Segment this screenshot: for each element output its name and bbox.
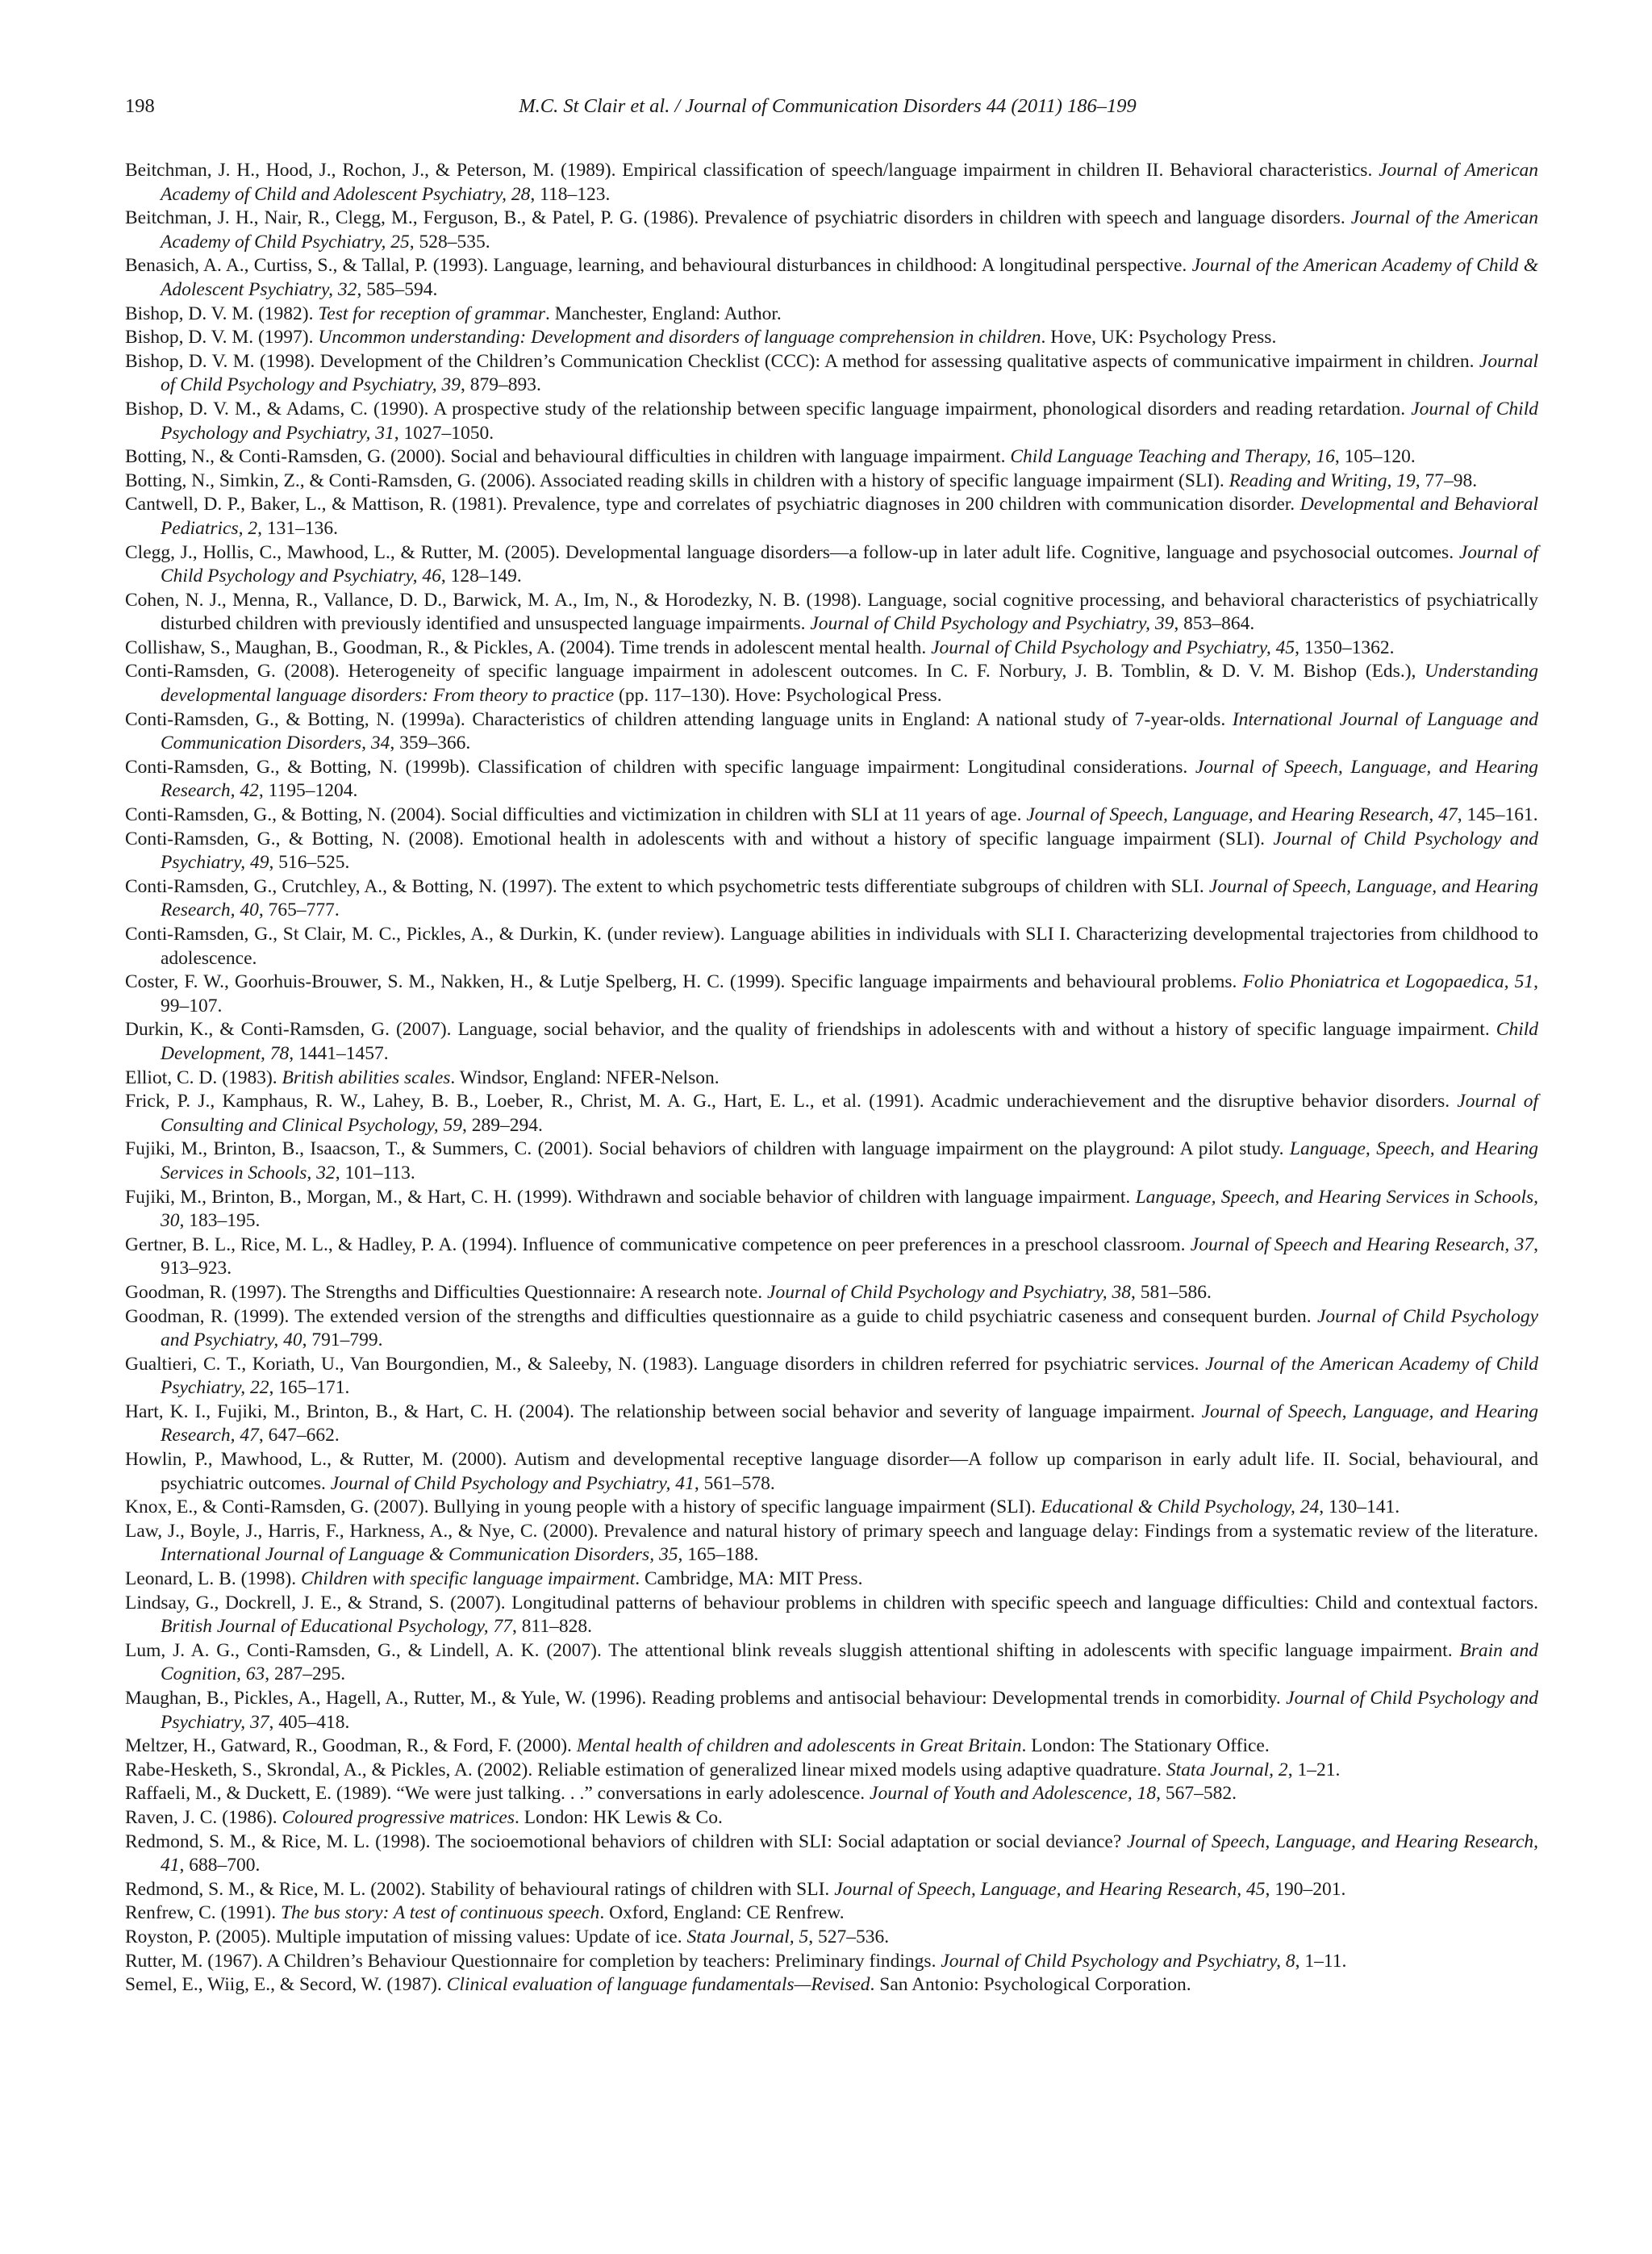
- reference-pages: , 528–535.: [409, 231, 490, 253]
- reference-source: Journal of Child Psychology and Psychiatry, 40: [161, 1305, 1539, 1351]
- reference-text: Elliot, C. D. (1983).: [125, 1066, 282, 1088]
- reference-entry: [125, 1281, 1538, 1305]
- reference-source: Journal of Child Psychology and Psychiatry, 49: [161, 828, 1539, 874]
- reference-pages: . London: HK Lewis & Co.: [515, 1806, 723, 1828]
- reference-entry: [125, 1496, 1538, 1520]
- reference-pages: , 1195–1204.: [258, 780, 358, 802]
- reference-entry: [125, 445, 1538, 470]
- reference-source: British Journal of Educational Psychology, 77: [161, 1616, 513, 1638]
- reference-pages: , 1–21.: [1287, 1759, 1341, 1780]
- reference-entry: [125, 350, 1538, 398]
- reference-entry: [125, 1520, 1538, 1567]
- reference-pages: . Oxford, England: CE Renfrew.: [599, 1902, 845, 1924]
- reference-text: Conti-Ramsden, G., & Botting, N. (1999a). Characteristics of children attending language units in England: A national study of 7-year-olds.: [125, 708, 1233, 730]
- reference-entry: [125, 1233, 1538, 1281]
- reference-text: Law, J., Boyle, J., Harris, F., Harkness, A., & Nye, C. (2000). Prevalence and natural history of primary speech and language delay: Findings from a systematic review of the literature.: [125, 1520, 1538, 1542]
- reference-source: Child Development, 78: [161, 1019, 1538, 1064]
- reference-source: Developmental and Behavioral Pediatrics, 2: [161, 494, 1538, 539]
- reference-entry: [125, 207, 1538, 254]
- reference-pages: , 1–11.: [1295, 1950, 1347, 1972]
- reference-entry: [125, 660, 1538, 708]
- reference-pages: , 99–107.: [161, 971, 1538, 1016]
- reference-entry: [125, 254, 1538, 302]
- reference-text: Goodman, R. (1999). The extended version of the strengths and difficulties questionnaire as a guide to child psychiatric caseness and consequent burden.: [125, 1305, 1317, 1327]
- reference-source: Journal of Child Psychology and Psychiatry, 8: [941, 1950, 1295, 1972]
- reference-source: Journal of Child Psychology and Psychiatry, 38: [767, 1281, 1132, 1303]
- reference-pages: , 165–171.: [269, 1377, 350, 1399]
- reference-text: Fujiki, M., Brinton, B., Isaacson, T., & Summers, C. (2001). Social behaviors of children with language impairment on the playground: A pilot study.: [125, 1138, 1290, 1160]
- reference-entry: [125, 1759, 1538, 1783]
- reference-source: The bus story: A test of continuous speech: [280, 1902, 600, 1924]
- reference-source: Folio Phoniatrica et Logopaedica, 51: [1242, 971, 1534, 993]
- reference-entry: [125, 1734, 1538, 1759]
- reference-entry: [125, 1687, 1538, 1734]
- reference-text: Rabe-Hesketh, S., Skrondal, A., & Pickles, A. (2002). Reliable estimation of generalized linear mixed models using adaptive quadrature.: [125, 1759, 1166, 1780]
- reference-text: Conti-Ramsden, G. (2008). Heterogeneity of specific language impairment in adolescent outcomes. In C. F. Norbury, J. B. Tomblin, & D. V. M. Bishop (Eds.),: [125, 661, 1425, 682]
- reference-pages: , 165–188.: [678, 1544, 759, 1566]
- reference-entry: [125, 1018, 1538, 1066]
- reference-entry: [125, 1305, 1538, 1353]
- reference-text: Coster, F. W., Goorhuis-Brouwer, S. M., Nakken, H., & Lutje Spelberg, H. C. (1999). Specific language impairments and behavioural problems.: [125, 971, 1243, 993]
- reference-pages: , 765–777.: [258, 900, 340, 921]
- reference-entry: [125, 804, 1538, 828]
- reference-entry: [125, 1353, 1538, 1400]
- reference-text: Bishop, D. V. M., & Adams, C. (1990). A prospective study of the relationship between specific language impairment, phonological disorders and reading retardation.: [125, 398, 1412, 419]
- reference-source: Journal of Child Psychology and Psychiatry, 39: [161, 350, 1538, 396]
- reference-pages: , 1027–1050.: [394, 422, 494, 444]
- reference-text: Raven, J. C. (1986).: [125, 1806, 282, 1828]
- reference-entry: [125, 970, 1538, 1018]
- reference-source: Journal of Youth and Adolescence, 18: [870, 1783, 1157, 1805]
- reference-text: Beitchman, J. H., Nair, R., Clegg, M., Ferguson, B., & Patel, P. G. (1986). Prevalence of psychiatric disorders in children with speech and language disorders.: [125, 207, 1351, 229]
- reference-source: Journal of the American Academy of Child & Adolescent Psychiatry, 32: [161, 255, 1538, 300]
- reference-entry: [125, 1066, 1538, 1091]
- reference-text: Clegg, J., Hollis, C., Mawhood, L., & Rutter, M. (2005). Developmental language disorders—a follow-up in later adult life. Cognitive, language and psychosocial outcomes.: [125, 541, 1459, 563]
- reference-source: Journal of American Academy of Child and Adolescent Psychiatry, 28: [161, 160, 1538, 205]
- reference-entry: [125, 1901, 1538, 1926]
- reference-pages: (pp. 117–130). Hove: Psychological Press.: [614, 685, 942, 707]
- reference-source: Understanding developmental language disorders: From theory to practice: [161, 661, 1538, 707]
- reference-source: Journal of Speech and Hearing Research, 37: [1190, 1233, 1534, 1255]
- reference-text: Lindsay, G., Dockrell, J. E., & Strand, S. (2007). Longitudinal patterns of behaviour problems in children with specific speech and language difficulties: Child and contextual factors.: [125, 1592, 1538, 1613]
- reference-source: Journal of Speech, Language, and Hearing Research, 42: [161, 756, 1538, 802]
- reference-entry: [125, 1639, 1538, 1687]
- reference-text: Raffaeli, M., & Duckett, E. (1989). “We were just talking. . .” conversations in early adolescence.: [125, 1783, 870, 1805]
- reference-text: Collishaw, S., Maughan, B., Goodman, R., & Pickles, A. (2004). Time trends in adolescent mental health.: [125, 637, 932, 658]
- reference-pages: , 405–418.: [269, 1711, 350, 1733]
- reference-text: Renfrew, C. (1991).: [125, 1902, 281, 1924]
- reference-entry: [125, 923, 1538, 970]
- reference-source: British abilities scales: [282, 1066, 451, 1088]
- reference-source: Test for reception of grammar: [318, 303, 545, 324]
- reference-pages: , 118–123.: [530, 183, 611, 205]
- reference-source: Language, Speech, and Hearing Services in Schools, 32: [161, 1138, 1539, 1183]
- reference-pages: , 190–201.: [1265, 1878, 1346, 1900]
- page-number: 198: [125, 95, 155, 117]
- reference-source: Journal of Child Psychology and Psychiatry, 46: [161, 541, 1538, 587]
- reference-pages: , 567–582.: [1156, 1783, 1237, 1805]
- reference-text: Cantwell, D. P., Baker, L., & Mattison, R. (1981). Prevalence, type and correlates of psychiatric diagnoses in 200 children with communication disorder.: [125, 494, 1300, 515]
- reference-pages: , 105–120.: [1334, 446, 1416, 468]
- reference-source: Journal of Speech, Language, and Hearing Research, 47: [1026, 804, 1458, 826]
- reference-entry: [125, 1973, 1538, 1997]
- reference-pages: , 145–161.: [1457, 804, 1538, 826]
- reference-pages: , 585–594.: [357, 278, 438, 300]
- reference-text: Leonard, L. B. (1998).: [125, 1568, 301, 1590]
- reference-pages: , 101–113.: [335, 1162, 415, 1183]
- reference-entry: [125, 1806, 1538, 1830]
- reference-source: Journal of Speech, Language, and Hearing Research, 41: [161, 1830, 1538, 1876]
- reference-text: Fujiki, M., Brinton, B., Morgan, M., & Hart, C. H. (1999). Withdrawn and sociable behavior of children with language impairment.: [125, 1186, 1136, 1208]
- reference-text: Bishop, D. V. M. (1982).: [125, 303, 319, 324]
- reference-text: Lum, J. A. G., Conti-Ramsden, G., & Lindell, A. K. (2007). The attentional blink reveals sluggish attentional shifting in adolescents with specific language impairment.: [125, 1639, 1460, 1661]
- reference-text: Semel, E., Wiig, E., & Secord, W. (1987).: [125, 1974, 447, 1996]
- reference-text: Royston, P. (2005). Multiple imputation of missing values: Update of ice.: [125, 1926, 687, 1947]
- reference-entry: [125, 1782, 1538, 1806]
- reference-pages: . Manchester, England: Author.: [544, 303, 782, 324]
- reference-text: Redmond, S. M., & Rice, M. L. (1998). The socioemotional behaviors of children with SLI: Social adaptation or social deviance?: [125, 1830, 1128, 1852]
- reference-text: Meltzer, H., Gatward, R., Goodman, R., & Ford, F. (2000).: [125, 1735, 577, 1757]
- reference-entry: [125, 1090, 1538, 1137]
- reference-source: Stata Journal, 5: [686, 1926, 809, 1947]
- reference-entry: [125, 1830, 1538, 1878]
- reference-pages: , 359–366.: [390, 733, 471, 754]
- reference-entry: [125, 1592, 1538, 1639]
- reference-pages: , 688–700.: [179, 1855, 261, 1876]
- reference-entry: [125, 326, 1538, 350]
- reference-entry: [125, 1137, 1538, 1185]
- reference-source: Journal of Consulting and Clinical Psychology, 59: [161, 1091, 1538, 1136]
- reference-pages: , 853–864.: [1174, 613, 1255, 635]
- reference-entry: [125, 875, 1538, 923]
- reference-entry: [125, 756, 1538, 804]
- reference-pages: . Cambridge, MA: MIT Press.: [635, 1568, 863, 1590]
- reference-text: Hart, K. I., Fujiki, M., Brinton, B., & Hart, C. H. (2004). The relationship between social behavior and severity of language impairment.: [125, 1400, 1202, 1422]
- reference-pages: , 77–98.: [1415, 470, 1478, 491]
- reference-entry: [125, 1878, 1538, 1902]
- reference-pages: , 128–149.: [440, 566, 522, 587]
- reference-text: Beitchman, J. H., Hood, J., Rochon, J., & Peterson, M. (1989). Empirical classification of speech/language impairment in children II. Behavioral characteristics.: [125, 160, 1379, 181]
- reference-entry: [125, 1400, 1538, 1448]
- page-header: [125, 95, 1530, 123]
- reference-pages: , 811–828.: [512, 1616, 593, 1638]
- reference-source: Journal of Speech, Language, and Hearing Research, 47: [161, 1400, 1538, 1446]
- reference-source: Journal of Child Psychology and Psychiatry, 45: [931, 637, 1295, 658]
- reference-text: Benasich, A. A., Curtiss, S., & Tallal, P. (1993). Language, learning, and behavioural disturbances in childhood: A longitudinal perspective.: [125, 255, 1192, 277]
- reference-source: Stata Journal, 2: [1166, 1759, 1288, 1780]
- reference-text: Conti-Ramsden, G., & Botting, N. (2004). Social difficulties and victimization in children with SLI at 11 years of age.: [125, 804, 1027, 826]
- reference-text: Gertner, B. L., Rice, M. L., & Hadley, P. A. (1994). Influence of communicative competence on peer preferences in a preschool classroom.: [125, 1233, 1191, 1255]
- reference-source: Mental health of children and adolescents in Great Britain: [576, 1735, 1022, 1757]
- reference-source: Educational & Child Psychology, 24: [1041, 1496, 1320, 1518]
- reference-text: Conti-Ramsden, G., & Botting, N. (2008). Emotional health in adolescents with and without a history of specific language impairment (SLI).: [125, 828, 1274, 849]
- reference-text: Maughan, B., Pickles, A., Hagell, A., Rutter, M., & Yule, W. (1996). Reading problems and antisocial behaviour: Developmental trends in comorbidity.: [125, 1688, 1287, 1709]
- reference-pages: , 561–578.: [694, 1472, 775, 1494]
- reference-pages: , 183–195.: [179, 1210, 261, 1232]
- reference-entry: [125, 470, 1538, 494]
- reference-source: Journal of the American Academy of Child Psychiatry, 22: [161, 1353, 1538, 1399]
- reference-source: Uncommon understanding: Development and disorders of language comprehension in children: [318, 327, 1041, 349]
- reference-entry: [125, 541, 1538, 589]
- reference-text: Conti-Ramsden, G., Crutchley, A., & Botting, N. (1997). The extent to which psychometric tests differentiate subgroups of children with SLI.: [125, 875, 1209, 897]
- reference-pages: . San Antonio: Psychological Corporation.: [870, 1974, 1191, 1996]
- reference-entry: [125, 159, 1538, 207]
- reference-pages: , 289–294.: [462, 1114, 543, 1136]
- reference-entry: [125, 589, 1538, 637]
- reference-source: Journal of the American Academy of Child Psychiatry, 25: [161, 207, 1538, 253]
- reference-text: Howlin, P., Mawhood, L., & Rutter, M. (2000). Autism and developmental receptive language disorder—A follow up comparison in early adult life. II. Social, behavioural, and psychiatric outcomes.: [125, 1449, 1538, 1494]
- reference-entry: [125, 398, 1538, 445]
- reference-text: Frick, P. J., Kamphaus, R. W., Lahey, B. B., Loeber, R., Christ, M. A. G., Hart, E. L., et al. (1991). Acadmic underachievement and the disruptive behavior disorders.: [125, 1091, 1458, 1112]
- reference-pages: , 1441–1457.: [289, 1042, 389, 1064]
- reference-pages: , 879–893.: [461, 374, 541, 396]
- reference-text: Gualtieri, C. T., Koriath, U., Van Bourgondien, M., & Saleeby, N. (1983). Language disorders in children referred for psychiatric services.: [125, 1353, 1206, 1375]
- reference-pages: . Hove, UK: Psychology Press.: [1041, 327, 1277, 349]
- reference-text: Conti-Ramsden, G., St Clair, M. C., Pickles, A., & Durkin, K. (under review). Language abilities in individuals with SLI I. Characterizing developmental trajectories from childhood to adolescence.: [125, 924, 1538, 969]
- reference-text: Redmond, S. M., & Rice, M. L. (2002). Stability of behavioural ratings of children with SLI.: [125, 1878, 835, 1900]
- reference-entry: [125, 1186, 1538, 1233]
- reference-entry: [125, 1567, 1538, 1592]
- reference-pages: . Windsor, England: NFER-Nelson.: [450, 1066, 720, 1088]
- reference-entry: [125, 708, 1538, 756]
- reference-text: Botting, N., & Conti-Ramsden, G. (2000). Social and behavioural difficulties in children with language impairment.: [125, 446, 1011, 468]
- running-head: M.C. St Clair et al. / Journal of Communication Disorders 44 (2011) 186–199: [519, 95, 1137, 117]
- reference-text: Conti-Ramsden, G., & Botting, N. (1999b). Classification of children with specific language impairment: Longitudinal considerations.: [125, 756, 1195, 778]
- reference-text: Knox, E., & Conti-Ramsden, G. (2007). Bullying in young people with a history of specific language impairment (SLI).: [125, 1496, 1041, 1518]
- reference-list: [125, 159, 1538, 1997]
- reference-source: International Journal of Language & Communication Disorders, 35: [161, 1544, 678, 1566]
- reference-source: Journal of Child Psychology and Psychiatry, 39: [810, 613, 1174, 635]
- reference-pages: , 1350–1362.: [1295, 637, 1395, 658]
- reference-pages: , 581–586.: [1131, 1281, 1212, 1303]
- reference-pages: , 527–536.: [808, 1926, 890, 1947]
- reference-pages: , 647–662.: [258, 1425, 340, 1446]
- reference-source: Journal of Child Psychology and Psychiatry, 41: [330, 1472, 695, 1494]
- reference-source: Reading and Writing, 19: [1229, 470, 1416, 491]
- reference-source: Brain and Cognition, 63: [161, 1639, 1539, 1685]
- reference-text: Rutter, M. (1967). A Children’s Behaviour Questionnaire for completion by teachers: Preliminary findings.: [125, 1950, 941, 1972]
- reference-pages: , 131–136.: [257, 517, 338, 539]
- reference-entry: [125, 493, 1538, 541]
- reference-pages: , 287–295.: [265, 1663, 346, 1685]
- reference-source: International Journal of Language and Communication Disorders, 34: [161, 708, 1538, 754]
- reference-text: Cohen, N. J., Menna, R., Vallance, D. D., Barwick, M. A., Im, N., & Horodezky, N. B. (1998). Language, social cognitive processing, and behavioral characteristics of psychiatrically disturbed children with previously identified and unsuspected language impairments.: [125, 589, 1538, 635]
- reference-pages: , 516–525.: [269, 852, 350, 874]
- reference-text: Bishop, D. V. M. (1998). Development of the Children’s Communication Checklist (CCC): A method for assessing qualitative aspects of communicative impairment in children.: [125, 350, 1479, 372]
- reference-source: Journal of Child Psychology and Psychiatry, 37: [161, 1688, 1538, 1733]
- reference-text: Durkin, K., & Conti-Ramsden, G. (2007). Language, social behavior, and the quality of friendships in adolescents with and without a history of specific language impairment.: [125, 1019, 1496, 1041]
- reference-source: Journal of Speech, Language, and Hearing Research, 45: [834, 1878, 1266, 1900]
- reference-source: Journal of Speech, Language, and Hearing Research, 40: [161, 875, 1538, 921]
- reference-text: Goodman, R. (1997). The Strengths and Difficulties Questionnaire: A research note.: [125, 1281, 768, 1303]
- reference-pages: , 791–799.: [302, 1329, 383, 1351]
- reference-source: Journal of Child Psychology and Psychiatry, 31: [161, 398, 1538, 444]
- reference-entry: [125, 637, 1538, 661]
- reference-text: Bishop, D. V. M. (1997).: [125, 327, 319, 349]
- reference-pages: . London: The Stationary Office.: [1021, 1735, 1270, 1757]
- reference-source: Child Language Teaching and Therapy, 16: [1010, 446, 1335, 468]
- reference-entry: [125, 303, 1538, 327]
- reference-entry: [125, 828, 1538, 875]
- reference-pages: , 913–923.: [161, 1233, 1538, 1279]
- reference-entry: [125, 1926, 1538, 1950]
- reference-source: Clinical evaluation of language fundamentals—Revised: [446, 1974, 870, 1996]
- reference-entry: [125, 1950, 1538, 1974]
- reference-pages: , 130–141.: [1319, 1496, 1400, 1518]
- reference-source: Language, Speech, and Hearing Services in Schools, 30: [161, 1186, 1538, 1232]
- reference-entry: [125, 1448, 1538, 1496]
- reference-text: Botting, N., Simkin, Z., & Conti-Ramsden, G. (2006). Associated reading skills in children with a history of specific language impairment (SLI).: [125, 470, 1229, 491]
- reference-source: Children with specific language impairment: [300, 1568, 636, 1590]
- reference-source: Coloured progressive matrices: [282, 1806, 515, 1828]
